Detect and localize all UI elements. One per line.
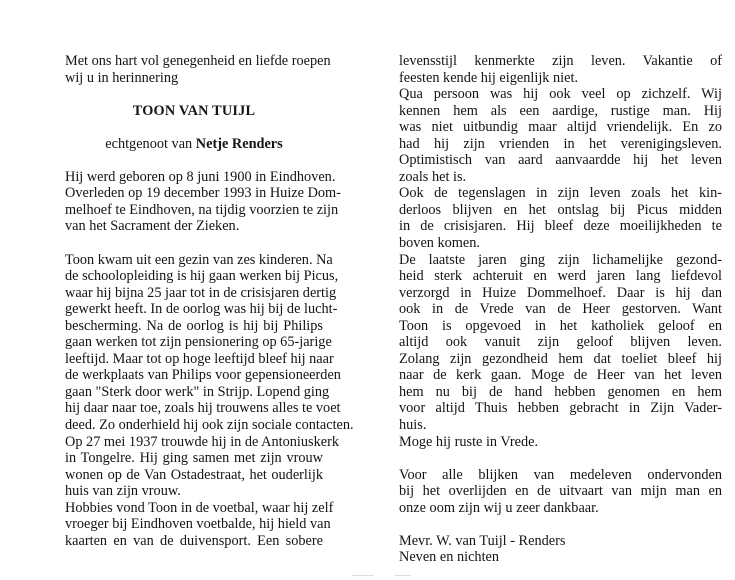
paragraph-line: derloos blijven en het ontslag bij Picus midden: [399, 201, 722, 218]
paragraph-line: de schoolopleiding is hij gaan werken bij Picus,: [65, 268, 339, 285]
paragraph-line: in Tongelre. Hij ging samen met zijn vrouw: [65, 450, 323, 467]
biography-line: van het Sacrament der Zieken.: [65, 218, 240, 235]
paragraph-line: gaan "Sterk door werk" in Strijp. Lopend ging: [65, 383, 330, 400]
paragraph-line: voor altijd Thuis hebben gebracht in Zijn Vader-: [399, 400, 722, 417]
paragraph-line: Optimistisch van aard aanvaardde hij het leven: [399, 152, 722, 169]
paragraph-line: Voor alle blijken van medeleven ondervonden: [399, 466, 722, 483]
paragraph-line: waar hij bijna 25 jaar tot in de crisisjaren dertig: [65, 284, 337, 301]
scan-mark: [395, 575, 411, 576]
paragraph-line: bescherming. Na de oorlog is hij bij Philips: [65, 317, 323, 334]
spouse-prefix: echtgenoot van: [105, 135, 193, 152]
spouse-name: Netje Renders: [195, 135, 283, 152]
paragraph-line: heid sterk achteruit en werd jaren lang liefdevol: [399, 268, 722, 285]
lifestyle-paragraph: [399, 53, 722, 86]
paragraph-line: huis.: [399, 417, 427, 434]
paragraph-line: onze oom zijn wij u zeer dankbaar.: [399, 499, 599, 516]
hobbies-paragraph: [65, 499, 334, 550]
paragraph-line: Zolang zijn gezondheid hem dat toeliet bleef hij: [399, 350, 722, 367]
signature-line: Neven en nichten: [399, 549, 500, 566]
paragraph-line: kaarten en van de duivensport. Een sobere: [65, 532, 323, 549]
paragraph-line: Hobbies vond Toon in de voetbal, waar hij zelf: [65, 499, 334, 516]
paragraph-line: Op 27 mei 1937 trouwde hij in de Antoniuskerk: [65, 433, 339, 450]
paragraph-line: had hij zijn vrienden in het verenigingsleven.: [399, 135, 722, 152]
setbacks-paragraph: [399, 185, 722, 251]
intro-line: Met ons hart vol genegenheid en liefde roepen: [65, 53, 331, 69]
deceased-name: TOON VAN TUIJL: [132, 102, 256, 119]
life-paragraph: [65, 251, 354, 434]
paragraph-line: ook in de Vrede van de Heer gestorven. Want: [399, 301, 722, 318]
paragraph-line: boven komen.: [399, 235, 480, 252]
spouse-line: [65, 136, 323, 153]
paragraph-line: de werkplaats van Philips voor gepensioneerden: [65, 367, 341, 384]
paragraph-line: Ook de tegenslagen in zijn leven zoals het kin-: [399, 185, 722, 202]
paragraph-line: altijd ook vanuit zijn geloof blijven leven.: [399, 334, 722, 351]
paragraph-line: wonen op de Van Ostadestraat, het ouderlijk: [65, 466, 323, 483]
final-years-paragraph: [399, 252, 722, 434]
paragraph-line: Toon kwam uit een gezin van zes kinderen. Na: [65, 251, 333, 268]
right-column: [399, 53, 722, 566]
left-column: [65, 53, 354, 549]
paragraph-line: feesten kende hij eigenlijk niet.: [399, 69, 579, 86]
thanks-paragraph: [399, 467, 722, 517]
personality-paragraph: [399, 86, 722, 185]
paragraph-line: huis van zijn vrouw.: [65, 483, 181, 500]
biography-line: melhoef te Eindhoven, na tijdig voorzien te zijn: [65, 201, 339, 218]
paragraph-line: De laatste jaren ging zijn lichamelijke gezond-: [399, 251, 722, 268]
paragraph-line: gewerkt heeft. In de oorlog was hij bij de lucht-: [65, 301, 338, 318]
biography-line: Overleden op 19 december 1993 in Huize Dom-: [65, 185, 341, 202]
paragraph-line: hij daar naar toe, zoals hij trouwens alles te voet: [65, 400, 341, 417]
paragraph-line: in de crisisjaren. Hij bleef deze moeilijkheden te: [399, 218, 722, 235]
paragraph-line: verzorgd in Huize Dommelhoef. Daar is hij dan: [399, 284, 722, 301]
signature-line: Mevr. W. van Tuijl - Renders: [399, 532, 566, 549]
closing-line: Moge hij ruste in Vrede.: [399, 433, 539, 450]
paragraph-line: Toon is opgevoed in het katholiek geloof en: [399, 317, 722, 334]
paragraph-line: naar de kerk gaan. Moge de Heer van het leven: [399, 367, 722, 384]
paragraph-line: deed. Zo onderhield hij ook zijn sociale contacten.: [65, 417, 354, 434]
intro-line: wij u in herinnering: [65, 69, 179, 86]
biography-text: [65, 168, 341, 235]
paragraph-line: bij het overlijden en de uitvaart van mijn man en: [399, 483, 722, 500]
scan-mark: [352, 575, 374, 576]
paragraph-line: kennen hem als een aardige, rustige man. Hij: [399, 102, 722, 119]
paragraph-line: zoals het is.: [399, 168, 467, 185]
intro-text: [65, 53, 331, 86]
paragraph-line: gaan werken tot zijn pensionering op 65-jarige: [65, 334, 332, 351]
paragraph-line: hem nu bij de hand hebben genomen en hem: [399, 383, 722, 400]
signature-block: [399, 533, 722, 566]
marriage-paragraph: [65, 433, 339, 500]
paragraph-line: levensstijl kenmerkte zijn leven. Vakantie of: [399, 53, 722, 69]
paragraph-line: Qua persoon was hij ook veel op zichzelf. Wij: [399, 86, 722, 103]
biography-line: Hij werd geboren op 8 juni 1900 in Eindhoven.: [65, 168, 336, 185]
paragraph-line: leeftijd. Maar tot op hoge leeftijd bleef hij naar: [65, 350, 334, 367]
paragraph-line: vroeger bij Eindhoven voetbalde, hij hield van: [65, 516, 331, 533]
paragraph-line: was niet uitbundig maar altijd vriendelijk. En zo: [399, 119, 722, 136]
